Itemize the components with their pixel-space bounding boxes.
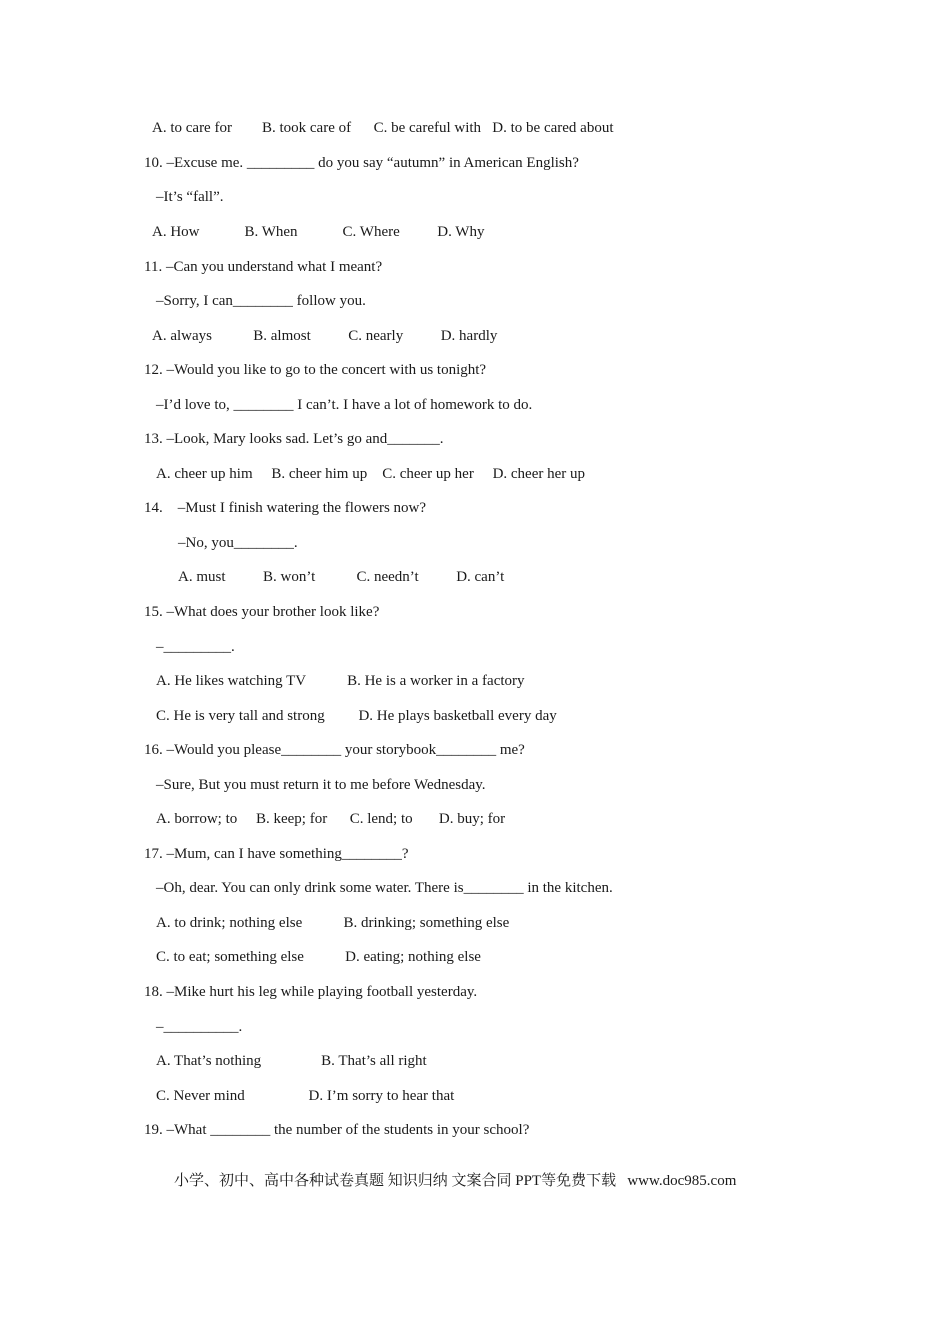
q13-question: 13. –Look, Mary looks sad. Let’s go and_______. [144,431,444,447]
q17-answer: –Oh, dear. You can only drink some water. There is________ in the kitchen. [156,880,613,896]
q16-question: 16. –Would you please________ your storybook________ me? [144,742,525,758]
q15-answer: –_________. [156,639,235,655]
q10-question: 10. –Excuse me. _________ do you say “autumn” in American English? [144,155,579,171]
q14-answer: –No, you________. [178,535,298,551]
q9-options: A. to care for B. took care of C. be careful with D. to be cared about [152,120,614,136]
q18-answer: –__________. [156,1019,243,1035]
q16-options: A. borrow; to B. keep; for C. lend; to D. buy; for [156,811,506,827]
q15-options-2: C. He is very tall and strong D. He plays basketball every day [156,708,557,724]
q16-answer: –Sure, But you must return it to me before Wednesday. [156,777,486,793]
q15-options-1: A. He likes watching TV B. He is a worker in a factory [156,673,525,689]
q14-options: A. must B. won’t C. needn’t D. can’t [178,569,505,585]
q13-options: A. cheer up him B. cheer him up C. cheer up her D. cheer her up [156,466,586,482]
q17-options-2: C. to eat; something else D. eating; nothing else [156,949,481,965]
q14-question: 14. –Must I finish watering the flowers now? [144,500,427,516]
q10-options: A. How B. When C. Where D. Why [152,224,485,240]
q18-options-2: C. Never mind D. I’m sorry to hear that [156,1088,455,1104]
q15-question: 15. –What does your brother look like? [144,604,380,620]
q18-question: 18. –Mike hurt his leg while playing football yesterday. [144,984,478,1000]
q11-options: A. always B. almost C. nearly D. hardly [152,328,498,344]
q11-question: 11. –Can you understand what I meant? [144,259,383,275]
q12-question: 12. –Would you like to go to the concert with us tonight? [144,362,487,378]
q12-answer: –I’d love to, ________ I can’t. I have a lot of homework to do. [156,397,533,413]
q17-question: 17. –Mum, can I have something________? [144,846,409,862]
q17-options-1: A. to drink; nothing else B. drinking; something else [156,915,510,931]
q19-question: 19. –What ________ the number of the students in your school? [144,1122,530,1138]
q10-answer: –It’s “fall”. [156,189,224,205]
q18-options-1: A. That’s nothing B. That’s all right [156,1053,427,1069]
page-footer: 小学、初中、高中各种试卷真题 知识归纳 文案合同 PPT等免费下载 www.doc985.com [174,1173,737,1189]
q11-answer: –Sorry, I can________ follow you. [156,293,366,309]
